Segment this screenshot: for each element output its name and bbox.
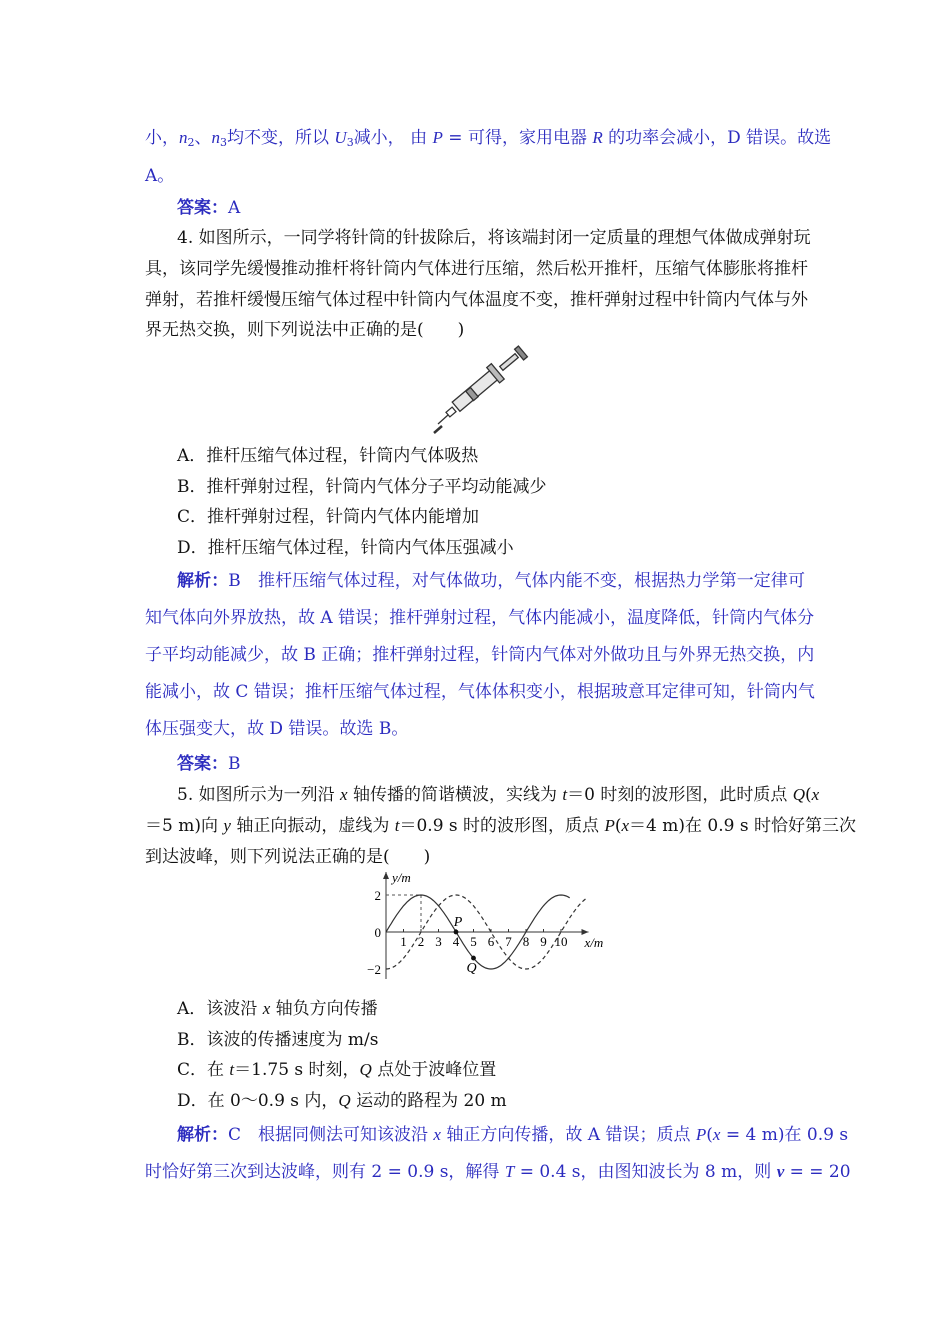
q4-option-b: B．推杆弹射过程，针筒内气体分子平均动能减少 — [177, 477, 547, 497]
q4-analysis-line-4: 能减小，故 C 错误；推杆压缩气体过程，气体体积变小，根据玻意耳定律可知，针筒内气 — [145, 682, 815, 702]
syringe-illustration — [418, 342, 538, 438]
continuation-line-1: 小，$n_2$、$n_3$均不变，所以 $U_3$减小， 由 P = 可得，家用电器 R 的功率会减小，D 错误。故选 — [145, 128, 832, 149]
q4-stem-line-2: 具，该同学先缓慢推动推杆将针筒内气体进行压缩，然后松开推杆，压缩气体膨胀将推杆 — [145, 259, 808, 279]
q5-analysis-line-1: 解析：C 根据同侧法可知该波沿 x 轴正方向传播，故 A 错误；质点 P(x = 4 m)在 0.9 s — [177, 1125, 849, 1145]
q4-option-d: D．推杆压缩气体过程，针筒内气体压强减小 — [177, 538, 514, 558]
x-tick-label: 6 — [487, 934, 495, 949]
q5-analysis-line-2: 时恰好第三次到达波峰，则有 2 = 0.9 s，解得 T = 0.4 s，由图知波长为 8 m，则 v = = 20 — [145, 1162, 851, 1182]
wave-chart — [362, 870, 622, 985]
q4-stem-line-1: 4. 如图所示，一同学将针筒的针拔除后，将该端封闭一定质量的理想气体做成弹射玩 — [177, 228, 811, 248]
y-tick-label: 0 — [374, 925, 381, 940]
answer-4: 答案：B — [177, 754, 241, 774]
q4-stem-line-3: 弹射，若推杆缓慢压缩气体过程中针筒内气体温度不变，推杆弹射过程中针筒内气体与外 — [145, 290, 808, 310]
q4-analysis-line-2: 知气体向外界放热，故 A 错误；推杆弹射过程，气体内能减小，温度降低，针筒内气体分 — [145, 608, 815, 628]
x-tick-label: 8 — [522, 934, 530, 949]
q5-option-c: C．在 t＝1.75 s 时刻，Q 点处于波峰位置 — [177, 1060, 497, 1080]
x-axis-label: x/m — [584, 935, 604, 950]
q5-option-a: A．该波沿 x 轴负方向传播 — [177, 999, 378, 1019]
x-tick-label: 2 — [417, 934, 425, 949]
q5-stem-line-3: 到达波峰，则下列说法正确的是( ) — [145, 847, 431, 867]
x-tick-label: 1 — [400, 934, 407, 949]
point-q — [471, 956, 476, 961]
x-tick-label: 9 — [540, 934, 547, 949]
y-tick-label: −2 — [367, 962, 381, 977]
q5-stem-line-1: 5. 如图所示为一列沿 x 轴传播的简谐横波，实线为 t＝0 时刻的波形图，此时质点 Q(x — [177, 785, 820, 805]
x-tick-label: 3 — [435, 934, 442, 949]
y-axis-arrow — [383, 872, 389, 879]
continuation-line-2: A。 — [145, 166, 175, 186]
q4-analysis-line-5: 体压强变大，故 D 错误。故选 B。 — [145, 719, 409, 739]
x-tick-label: 4 — [452, 934, 460, 949]
point-label-q: Q — [466, 961, 477, 977]
y-axis-label: y/m — [392, 870, 411, 885]
q4-option-c: C．推杆弹射过程，针筒内气体内能增加 — [177, 507, 480, 527]
q5-option-b: B．该波的传播速度为 m/s — [177, 1030, 379, 1050]
q4-analysis-line-1: 解析：B 推杆压缩气体过程，对气体做功，气体内能不变，根据热力学第一定律可 — [177, 571, 805, 591]
x-tick-label: 5 — [470, 934, 477, 949]
x-tick-label: 7 — [505, 934, 512, 949]
q4-analysis-line-3: 子平均动能减少，故 B 正确；推杆弹射过程，针筒内气体对外做功且与外界无热交换，内 — [145, 645, 815, 665]
q5-option-d: D．在 0～0.9 s 内，Q 运动的路程为 20 m — [177, 1091, 507, 1111]
q5-stem-line-2: ＝5 m)向 y 轴正向振动，虚线为 t＝0.9 s 时的波形图，质点 P(x＝4 m)在 0.9 s 时恰好第三次 — [145, 816, 856, 836]
y-tick-label: 2 — [374, 888, 381, 903]
x-tick-label: 10 — [554, 934, 568, 949]
q4-option-a: A．推杆压缩气体过程，针筒内气体吸热 — [177, 446, 479, 466]
point-label-p: P — [453, 915, 463, 930]
answer-3: 答案：A — [177, 198, 241, 218]
point-p — [454, 930, 459, 935]
q4-stem-line-4: 界无热交换，则下列说法中正确的是( ) — [145, 320, 465, 340]
